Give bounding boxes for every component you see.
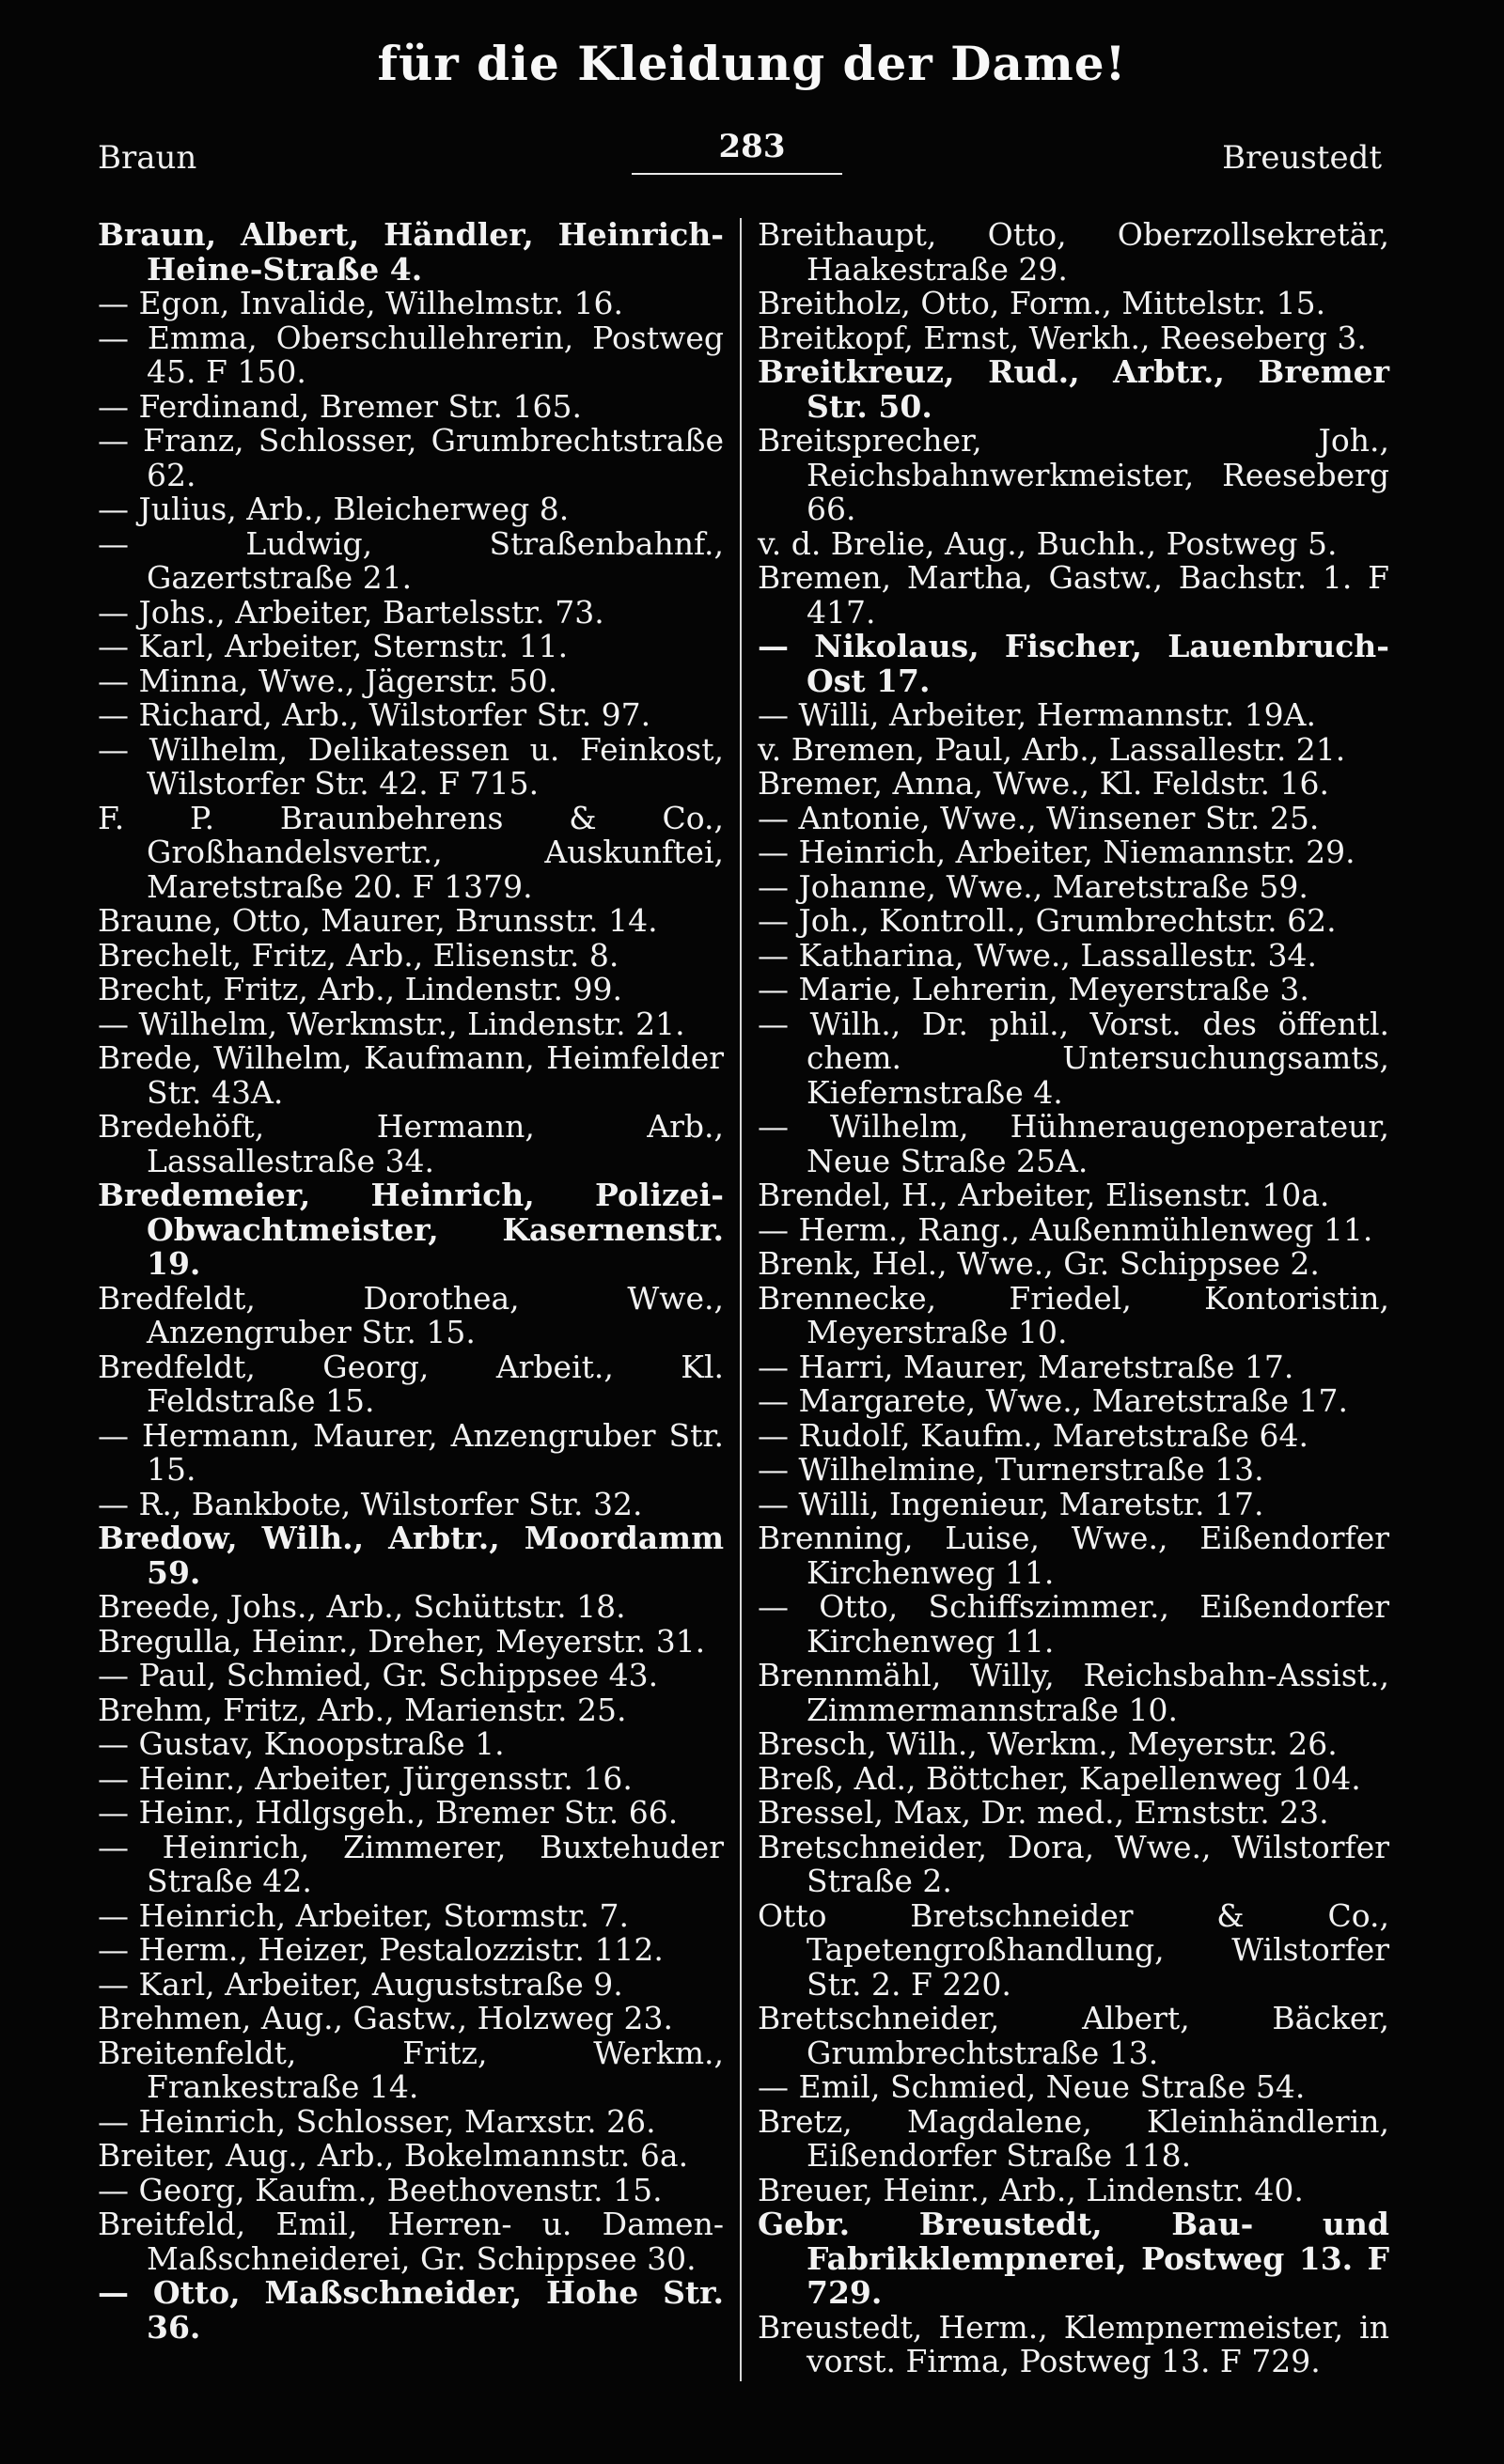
directory-entry: Otto Bretschneider & Co., Tapetengroßhandlung, Wilstorfer Str. 2. F 220. [758, 1896, 1389, 2003]
directory-entry: — Wilh., Dr. phil., Vorst. des öffentl. chem. Untersuchungsamts, Kiefernstraße 4. [758, 1005, 1389, 1111]
directory-entry: Brede, Wilhelm, Kaufmann, Heimfelder Str. 43A. [98, 1039, 724, 1111]
right-running-head: Breustedt [1222, 139, 1382, 177]
directory-entry: Brenning, Luise, Wwe., Eißendorfer Kirchenweg 11. [758, 1520, 1389, 1591]
directory-entry: — Otto, Maßschneider, Hohe Str. 36. [98, 2274, 724, 2346]
directory-entry: — Ferdinand, Bremer Str. 165. [98, 387, 582, 425]
right-column [758, 218, 1389, 2379]
directory-entry: — Margarete, Wwe., Maretstraße 17. [758, 1382, 1348, 1419]
directory-entry: Braune, Otto, Maurer, Brunsstr. 14. [98, 902, 658, 939]
directory-entry: — Herm., Heizer, Pestalozzistr. 112. [98, 1931, 664, 1968]
directory-entry: — Wilhelm, Delikatessen u. Feinkost, Wilstorfer Str. 42. F 715. [98, 730, 724, 802]
directory-entry: — Rudolf, Kaufm., Maretstraße 64. [758, 1416, 1308, 1454]
directory-entry: — Wilhelmine, Turnerstraße 13. [758, 1451, 1264, 1488]
directory-entry: Bredfeldt, Dorothea, Wwe., Anzengruber Str. 15. [98, 1279, 724, 1350]
directory-entry: Breuer, Heinr., Arb., Lindenstr. 40. [758, 2171, 1304, 2208]
directory-entry: Brehm, Fritz, Arb., Marienstr. 25. [98, 1691, 627, 1728]
directory-entry: — Heinrich, Arbeiter, Niemannstr. 29. [758, 834, 1355, 870]
directory-entry: — Marie, Lehrerin, Meyerstraße 3. [758, 971, 1309, 1007]
directory-entry: Bremer, Anna, Wwe., Kl. Feldstr. 16. [758, 765, 1329, 802]
directory-entry: — Wilhelm, Hühneraugenoperateur, Neue Straße 25A. [758, 1108, 1389, 1179]
directory-entry: — Heinr., Arbeiter, Jürgensstr. 16. [98, 1759, 633, 1797]
directory-entry: Breitfeld, Emil, Herren- u. Damen-Maßschneiderei, Gr. Schippsee 30. [98, 2206, 724, 2277]
directory-entry: — Gustav, Knoopstraße 1. [98, 1725, 505, 1762]
directory-entry: — Katharina, Wwe., Lassallestr. 34. [758, 936, 1317, 974]
directory-entry: Brennmähl, Willy, Reichsbahn-Assist., Zimmermannstraße 10. [758, 1657, 1389, 1728]
directory-entry: — Johs., Arbeiter, Bartelsstr. 73. [98, 593, 604, 631]
directory-entry: Breiter, Aug., Arb., Bokelmannstr. 6a. [98, 2137, 689, 2174]
directory-entry: Breitenfeldt, Fritz, Werkm., Frankestraße 14. [98, 2034, 724, 2105]
directory-entry: — Heinrich, Zimmerer, Buxtehuder Straße 42. [98, 1828, 724, 1899]
directory-entry: — Joh., Kontroll., Grumbrechtstr. 62. [758, 902, 1337, 939]
directory-entry: v. d. Brelie, Aug., Buchh., Postweg 5. [758, 524, 1338, 562]
directory-entry: Breitholz, Otto, Form., Mittelstr. 15. [758, 285, 1326, 321]
directory-entry: — Johanne, Wwe., Maretstraße 59. [758, 867, 1308, 905]
directory-entry: Bressel, Max, Dr. med., Ernststr. 23. [758, 1794, 1329, 1831]
directory-entry: Bremen, Martha, Gastw., Bachstr. 1. F 417. [758, 559, 1389, 631]
directory-entry: — Harri, Maurer, Maretstraße 17. [758, 1348, 1294, 1385]
directory-entry: Brecht, Fritz, Arb., Lindenstr. 99. [98, 971, 623, 1007]
directory-entry: Bretschneider, Dora, Wwe., Wilstorfer Straße 2. [758, 1828, 1389, 1899]
page-number-rule [632, 173, 842, 175]
directory-entry: — Willi, Ingenieur, Maretstr. 17. [758, 1485, 1264, 1522]
directory-entry: — Emil, Schmied, Neue Straße 54. [758, 2068, 1306, 2105]
directory-entry: — Antonie, Wwe., Winsener Str. 25. [758, 799, 1320, 836]
directory-entry: — Wilhelm, Werkmstr., Lindenstr. 21. [98, 1005, 685, 1042]
directory-entry: — Heinr., Hdlgsgeh., Bremer Str. 66. [98, 1794, 679, 1831]
directory-entry: — Karl, Arbeiter, Auguststraße 9. [98, 1965, 623, 2003]
directory-entry: — Hermann, Maurer, Anzengruber Str. 15. [98, 1416, 724, 1488]
directory-entry: — Ludwig, Straßenbahnf., Gazertstraße 21. [98, 524, 724, 596]
directory-entry: — Emma, Oberschullehrerin, Postweg 45. F 150. [98, 319, 724, 390]
directory-entry: Bredow, Wilh., Arbtr., Moordamm 59. [98, 1520, 724, 1591]
directory-entry: — Paul, Schmied, Gr. Schippsee 43. [98, 1657, 659, 1693]
directory-entry: — Willi, Arbeiter, Hermannstr. 19A. [758, 696, 1316, 733]
directory-entry: — Franz, Schlosser, Grumbrechtstraße 62. [98, 422, 724, 493]
directory-entry: Brendel, H., Arbeiter, Elisenstr. 10a. [758, 1177, 1330, 1213]
directory-entry: Bredfeldt, Georg, Arbeit., Kl. Feldstraße 15. [98, 1348, 724, 1419]
directory-entry: Bretz, Magdalene, Kleinhändlerin, Eißendorfer Straße 118. [758, 2102, 1389, 2174]
directory-entry: Brennecke, Friedel, Kontoristin, Meyerstraße 10. [758, 1279, 1389, 1350]
directory-entry: Breitkreuz, Rud., Arbtr., Bremer Str. 50. [758, 353, 1389, 425]
directory-entry: Bredemeier, Heinrich, Polizei-Obwachtmeister, Kasernenstr. 19. [98, 1177, 724, 1282]
directory-entry: — Herm., Rang., Außenmühlenweg 11. [758, 1210, 1373, 1248]
directory-entry: — Karl, Arbeiter, Sternstr. 11. [98, 628, 569, 664]
directory-entry: F. P. Braunbehrens & Co., Großhandelsvertr., Auskunftei, Maretstraße 20. F 1379. [98, 799, 724, 905]
directory-entry: Braun, Albert, Händler, Heinrich-Heine-Straße 4. [98, 216, 724, 288]
directory-entry: v. Bremen, Paul, Arb., Lassallestr. 21. [758, 730, 1346, 768]
directory-entry: — Richard, Arb., Wilstorfer Str. 97. [98, 696, 651, 733]
directory-entry: Gebr. Breustedt, Bau- und Fabrikklempnerei, Postweg 13. F 729. [758, 2206, 1389, 2311]
column-divider [740, 218, 742, 2381]
advertisement-line: für die Kleidung der Dame! [377, 36, 1127, 91]
directory-entry: — R., Bankbote, Wilstorfer Str. 32. [98, 1485, 643, 1522]
directory-entry: — Egon, Invalide, Wilhelmstr. 16. [98, 285, 624, 321]
directory-entry: Bresch, Wilh., Werkm., Meyerstr. 26. [758, 1725, 1338, 1762]
directory-entry: — Heinrich, Arbeiter, Stormstr. 7. [98, 1896, 629, 1934]
directory-entry: Breede, Johs., Arb., Schüttstr. 18. [98, 1588, 626, 1625]
directory-entry: Bregulla, Heinr., Dreher, Meyerstr. 31. [98, 1622, 706, 1660]
directory-entry: — Heinrich, Schlosser, Marxstr. 26. [98, 2102, 656, 2140]
directory-entry: Breustedt, Herm., Klempnermeister, in vorst. Firma, Postweg 13. F 729. [758, 2308, 1389, 2379]
directory-entry: — Georg, Kaufm., Beethovenstr. 15. [98, 2171, 663, 2208]
directory-entry: Breithaupt, Otto, Oberzollsekretär, Haakestraße 29. [758, 216, 1389, 288]
page-number: 283 [718, 128, 786, 165]
directory-entry: Brehmen, Aug., Gastw., Holzweg 23. [98, 2000, 674, 2036]
left-running-head: Braun [98, 139, 197, 177]
directory-entry: Breitkopf, Ernst, Werkh., Reeseberg 3. [758, 319, 1367, 356]
directory-entry: — Minna, Wwe., Jägerstr. 50. [98, 662, 558, 699]
directory-entry: — Nikolaus, Fischer, Lauenbruch-Ost 17. [758, 628, 1389, 699]
directory-entry: Breß, Ad., Böttcher, Kapellenweg 104. [758, 1759, 1361, 1797]
directory-entry: — Otto, Schiffszimmer., Eißendorfer Kirchenweg 11. [758, 1588, 1389, 1660]
directory-entry: Brettschneider, Albert, Bäcker, Grumbrechtstraße 13. [758, 2000, 1389, 2071]
directory-entry: Breitsprecher, Joh., Reichsbahnwerkmeister, Reeseberg 66. [758, 422, 1389, 527]
directory-entry: Bredehöft, Hermann, Arb., Lassallestraße 34. [98, 1108, 724, 1179]
directory-entry: Brechelt, Fritz, Arb., Elisenstr. 8. [98, 936, 619, 974]
directory-entry: — Julius, Arb., Bleicherweg 8. [98, 491, 570, 527]
left-column [98, 218, 724, 2345]
directory-entry: Brenk, Hel., Wwe., Gr. Schippsee 2. [758, 1245, 1320, 1282]
